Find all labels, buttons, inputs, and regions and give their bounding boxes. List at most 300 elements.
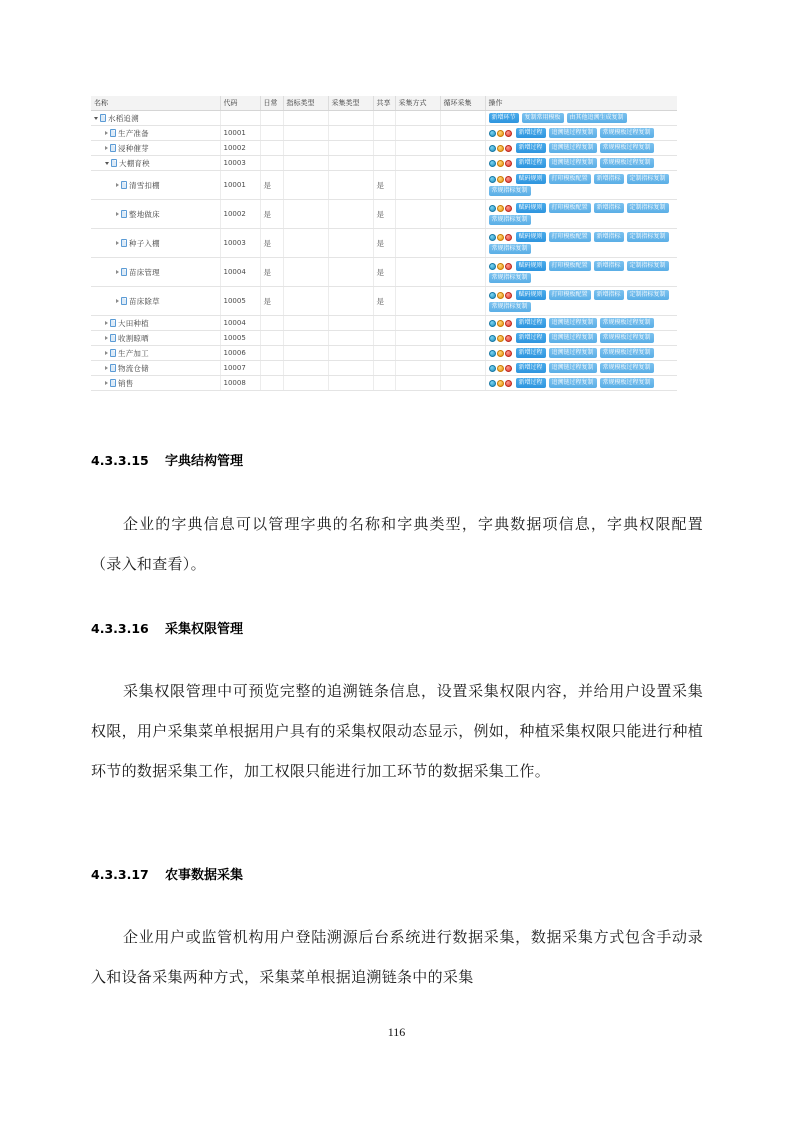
cell-daily-value: 是 [263,267,271,277]
cell-code [220,376,260,391]
paragraph-4-3-3-15: 企业的字典信息可以管理字典的名称和字典类型，字典数据项信息，字典权限配置（录入和查看）。 [91,517,703,573]
cell-daily [260,156,283,171]
cell-code [220,316,260,331]
view-icon[interactable] [489,292,496,299]
delete-icon[interactable] [505,263,512,270]
cell-name [91,111,220,126]
cell-share [373,316,395,331]
action-button[interactable]: 打印模板配置 [549,290,591,300]
cell-code-value: 10004 [223,319,246,327]
node-document-icon [121,210,127,218]
tree-expand-arrow-icon[interactable] [105,366,108,370]
cell-operations [485,156,677,171]
action-button[interactable]: 新增环节 [489,113,519,123]
action-button[interactable]: 新增过程 [516,128,546,138]
cell-daily [260,126,283,141]
action-button[interactable]: 常规指标复制 [489,273,531,283]
cell-share [373,229,395,258]
action-button[interactable]: 定制指标复制 [627,232,669,242]
action-button[interactable]: 新增过程 [516,318,546,328]
heading-4-3-3-16 [91,618,243,637]
cell-collect-type [328,346,373,361]
view-icon[interactable] [489,335,496,342]
cell-code-value: 10001 [223,129,246,137]
paragraph-4-3-3-16: 采集权限管理中可预览完整的追溯链条信息，设置采集权限内容，并给用户设置采集权限，用户采集菜单根据用户具有的采集权限动态显示，例如，种植采集权限只能进行种植环节的数据采集工作，加工权限只能进行加工环节的数据采集工作。 [91,684,704,780]
row-action-icons [489,380,512,387]
action-button[interactable]: 赋码规则 [516,261,546,271]
cell-daily [260,287,283,316]
table-row[interactable] [91,316,677,331]
edit-icon[interactable] [497,292,504,299]
action-button[interactable]: 新增过程 [516,158,546,168]
cell-share [373,376,395,391]
cell-share-value: 是 [376,238,384,248]
table-row[interactable] [91,258,677,287]
node-document-icon [110,144,116,152]
cell-code-value: 10002 [223,144,246,152]
heading-4-3-3-15 [91,450,243,469]
edit-icon[interactable] [497,160,504,167]
action-button[interactable]: 追溯链过程复制 [549,143,597,153]
table-row[interactable] [91,171,677,200]
cell-name [91,229,220,258]
table-row[interactable] [91,376,677,391]
delete-icon[interactable] [505,130,512,137]
action-button[interactable]: 常规模板过程复制 [600,378,654,388]
cell-share-value: 是 [376,296,384,306]
delete-icon[interactable] [505,380,512,387]
view-icon[interactable] [489,160,496,167]
column-header-cycle-collect: 循环采集 [440,96,485,111]
cell-code [220,287,260,316]
trace-chain-table [91,96,677,391]
node-label: 物流仓储 [118,363,149,373]
cell-daily [260,346,283,361]
cell-collect-type [328,156,373,171]
node-label: 销售 [118,378,134,388]
column-header-operations: 操作 [485,96,677,111]
cell-cycle-collect [440,111,485,126]
node-label: 大田种植 [118,318,149,328]
action-button[interactable]: 新增指标 [594,290,624,300]
tree-expand-arrow-icon[interactable] [105,321,108,325]
view-icon[interactable] [489,130,496,137]
action-button[interactable]: 赋码规则 [516,203,546,213]
cell-indicator-type [283,229,328,258]
table-row[interactable] [91,361,677,376]
edit-icon[interactable] [497,335,504,342]
app-screenshot-tree-grid [91,96,677,391]
action-button[interactable]: 常规指标复制 [489,186,531,196]
tree-expand-arrow-icon[interactable] [116,299,119,303]
action-button[interactable]: 常规模板过程复制 [600,348,654,358]
cell-code [220,141,260,156]
cell-cycle-collect [440,331,485,346]
table-row[interactable] [91,156,677,171]
tree-expand-arrow-icon[interactable] [116,183,119,187]
cell-collect-mode [395,331,440,346]
row-action-icons [489,205,512,212]
view-icon[interactable] [489,320,496,327]
row-action-icons [489,176,512,183]
action-button[interactable]: 新增指标 [594,203,624,213]
cell-cycle-collect [440,346,485,361]
cell-indicator-type [283,111,328,126]
delete-icon[interactable] [505,205,512,212]
node-label: 整地做床 [129,209,160,219]
action-button[interactable]: 由其他追溯生成复制 [567,113,627,123]
cell-collect-type [328,200,373,229]
cell-collect-mode [395,171,440,200]
cell-cycle-collect [440,258,485,287]
table-row[interactable] [91,346,677,361]
cell-daily [260,331,283,346]
cell-code-value: 10003 [223,159,246,167]
cell-share [373,361,395,376]
cell-operations [485,141,677,156]
cell-indicator-type [283,171,328,200]
cell-operations [485,258,677,287]
cell-operations [485,171,677,200]
edit-icon[interactable] [497,130,504,137]
node-document-icon [110,129,116,137]
cell-collect-mode [395,258,440,287]
delete-icon[interactable] [505,350,512,357]
action-button[interactable]: 赋码规则 [516,232,546,242]
tree-collapse-arrow-icon[interactable] [94,117,98,120]
action-button[interactable]: 复制常用模板 [522,113,564,123]
delete-icon[interactable] [505,365,512,372]
node-label: 生产准备 [118,128,149,138]
cell-indicator-type [283,376,328,391]
cell-share-value: 是 [376,209,384,219]
action-button[interactable]: 追溯链过程复制 [549,348,597,358]
heading-number: 4.3.3.16 [91,621,149,636]
edit-icon[interactable] [497,350,504,357]
action-button[interactable]: 赋码规则 [516,174,546,184]
cell-collect-mode [395,200,440,229]
cell-daily [260,361,283,376]
action-button[interactable]: 新增指标 [594,232,624,242]
action-button[interactable]: 常规指标复制 [489,244,531,254]
action-button[interactable]: 新增过程 [516,363,546,373]
delete-icon[interactable] [505,335,512,342]
action-button[interactable]: 赋码规则 [516,290,546,300]
cell-collect-type [328,111,373,126]
edit-icon[interactable] [497,263,504,270]
view-icon[interactable] [489,365,496,372]
cell-code-value: 10005 [223,334,246,342]
cell-cycle-collect [440,229,485,258]
cell-share [373,258,395,287]
action-button[interactable]: 定制指标复制 [627,203,669,213]
cell-collect-type [328,141,373,156]
action-button[interactable]: 定制指标复制 [627,261,669,271]
action-button[interactable]: 常规模板过程复制 [600,158,654,168]
node-document-icon [121,239,127,247]
view-icon[interactable] [489,176,496,183]
action-button[interactable]: 定制指标复制 [627,174,669,184]
row-action-icons [489,320,512,327]
cell-cycle-collect [440,287,485,316]
node-document-icon [110,349,116,357]
cell-indicator-type [283,346,328,361]
action-button[interactable]: 新增过程 [516,348,546,358]
cell-operations [485,229,677,258]
column-header-daily: 日常 [260,96,283,111]
action-button[interactable]: 新增指标 [594,261,624,271]
table-header-row [91,96,677,111]
tree-expand-arrow-icon[interactable] [116,212,119,216]
tree-expand-arrow-icon[interactable] [105,336,108,340]
cell-cycle-collect [440,171,485,200]
cell-code [220,346,260,361]
edit-icon[interactable] [497,234,504,241]
cell-operations [485,200,677,229]
action-button[interactable]: 打印模板配置 [549,261,591,271]
cell-indicator-type [283,361,328,376]
cell-collect-mode [395,229,440,258]
page-number: 116 [387,1025,406,1039]
cell-name [91,287,220,316]
action-button[interactable]: 新增过程 [516,378,546,388]
delete-icon[interactable] [505,160,512,167]
row-action-icons [489,263,512,270]
edit-icon[interactable] [497,365,504,372]
table-row[interactable] [91,200,677,229]
action-button[interactable]: 追溯链过程复制 [549,128,597,138]
cell-daily [260,111,283,126]
row-action-icons [489,234,512,241]
cell-code-value: 10006 [223,349,246,357]
tree-collapse-arrow-icon[interactable] [105,162,109,165]
cell-code [220,331,260,346]
action-button[interactable]: 常规模板过程复制 [600,333,654,343]
cell-operations [485,331,677,346]
node-label: 清雪扣棚 [129,180,160,190]
cell-indicator-type [283,156,328,171]
node-document-icon [111,159,117,167]
cell-operations [485,126,677,141]
cell-collect-type [328,331,373,346]
row-action-icons [489,292,512,299]
cell-daily [260,200,283,229]
cell-share [373,141,395,156]
cell-indicator-type [283,126,328,141]
table-row[interactable] [91,126,677,141]
cell-name [91,316,220,331]
table-body [91,111,677,391]
cell-share-value: 是 [376,180,384,190]
cell-code-value: 10005 [223,297,246,305]
cell-code-value: 10001 [223,181,246,189]
heading-number: 4.3.3.17 [91,867,149,882]
column-header-name: 名称 [91,96,220,111]
table-row[interactable] [91,229,677,258]
cell-code [220,361,260,376]
heading-4-3-3-17 [91,864,243,883]
view-icon[interactable] [489,205,496,212]
row-action-icons [489,350,512,357]
action-button[interactable]: 打印模板配置 [549,174,591,184]
cell-operations [485,316,677,331]
action-button[interactable]: 新增过程 [516,143,546,153]
node-label: 水稻追溯 [108,113,139,123]
cell-collect-type [328,376,373,391]
cell-name [91,376,220,391]
action-button[interactable]: 打印模板配置 [549,203,591,213]
cell-collect-mode [395,376,440,391]
cell-code [220,200,260,229]
cell-code-value: 10008 [223,379,246,387]
action-button[interactable]: 常规指标复制 [489,302,531,312]
cell-daily [260,258,283,287]
cell-indicator-type [283,316,328,331]
heading-title: 农事数据采集 [165,868,244,883]
cell-code [220,111,260,126]
cell-daily-value: 是 [263,296,271,306]
cell-code [220,126,260,141]
cell-collect-mode [395,111,440,126]
cell-indicator-type [283,287,328,316]
tree-expand-arrow-icon[interactable] [105,146,108,150]
table-row[interactable] [91,141,677,156]
view-icon[interactable] [489,350,496,357]
tree-expand-arrow-icon[interactable] [105,351,108,355]
edit-icon[interactable] [497,145,504,152]
column-header-collect-type: 采集类型 [328,96,373,111]
node-label: 种子入棚 [129,238,160,248]
cell-code-value: 10002 [223,210,246,218]
node-label: 浸种催芽 [118,143,149,153]
cell-code-value: 10007 [223,364,246,372]
edit-icon[interactable] [497,205,504,212]
cell-share-value: 是 [376,267,384,277]
node-label: 苗床除草 [129,296,160,306]
cell-share [373,346,395,361]
cell-daily-value: 是 [263,238,271,248]
table-row[interactable] [91,331,677,346]
delete-icon[interactable] [505,292,512,299]
cell-collect-type [328,258,373,287]
node-document-icon [100,114,106,122]
delete-icon[interactable] [505,145,512,152]
cell-daily [260,316,283,331]
column-header-collect-mode: 采集方式 [395,96,440,111]
cell-operations [485,361,677,376]
cell-collect-type [328,287,373,316]
row-action-icons [489,365,512,372]
action-button[interactable]: 常规模板过程复制 [600,128,654,138]
cell-name [91,171,220,200]
action-button[interactable]: 追溯链过程复制 [549,378,597,388]
action-button[interactable]: 打印模板配置 [549,232,591,242]
action-button[interactable]: 常规模板过程复制 [600,363,654,373]
row-action-icons [489,130,512,137]
tree-expand-arrow-icon[interactable] [116,270,119,274]
action-button[interactable]: 新增指标 [594,174,624,184]
cell-cycle-collect [440,376,485,391]
table-row[interactable] [91,287,677,316]
action-button[interactable]: 追溯链过程复制 [549,318,597,328]
paragraph-4-3-3-17: 企业用户或监管机构用户登陆溯源后台系统进行数据采集，数据采集方式包含手动录入和设备采集两种方式，采集菜单根据追溯链条中的采集 [91,930,703,986]
cell-code [220,229,260,258]
cell-collect-type [328,361,373,376]
cell-code [220,171,260,200]
edit-icon[interactable] [497,380,504,387]
cell-collect-mode [395,141,440,156]
node-label: 生产加工 [118,348,149,358]
cell-cycle-collect [440,156,485,171]
node-document-icon [121,297,127,305]
cell-collect-type [328,229,373,258]
cell-share [373,156,395,171]
cell-operations [485,346,677,361]
cell-daily [260,171,283,200]
cell-code [220,258,260,287]
cell-collect-mode [395,316,440,331]
node-label: 苗床管理 [129,267,160,277]
tree-expand-arrow-icon[interactable] [105,131,108,135]
edit-icon[interactable] [497,320,504,327]
action-button[interactable]: 定制指标复制 [627,290,669,300]
action-button[interactable]: 常规指标复制 [489,215,531,225]
cell-indicator-type [283,200,328,229]
cell-cycle-collect [440,141,485,156]
action-button[interactable]: 追溯链过程复制 [549,363,597,373]
cell-name [91,361,220,376]
cell-indicator-type [283,141,328,156]
node-document-icon [110,364,116,372]
node-document-icon [110,334,116,342]
action-button[interactable]: 追溯链过程复制 [549,333,597,343]
action-button[interactable]: 新增过程 [516,333,546,343]
row-action-icons [489,145,512,152]
cell-share [373,331,395,346]
cell-daily-value: 是 [263,209,271,219]
cell-name [91,331,220,346]
tree-expand-arrow-icon[interactable] [105,381,108,385]
table-row[interactable] [91,111,677,126]
view-icon[interactable] [489,234,496,241]
delete-icon[interactable] [505,176,512,183]
cell-indicator-type [283,331,328,346]
cell-collect-mode [395,126,440,141]
edit-icon[interactable] [497,176,504,183]
delete-icon[interactable] [505,234,512,241]
action-button[interactable]: 常规模板过程复制 [600,318,654,328]
cell-daily-value: 是 [263,180,271,190]
cell-cycle-collect [440,200,485,229]
cell-share [373,287,395,316]
tree-expand-arrow-icon[interactable] [116,241,119,245]
column-header-indicator-type: 指标类型 [283,96,328,111]
view-icon[interactable] [489,380,496,387]
column-header-share: 共享 [373,96,395,111]
column-header-code: 代码 [220,96,260,111]
view-icon[interactable] [489,263,496,270]
action-button[interactable]: 常规模板过程复制 [600,143,654,153]
cell-daily [260,141,283,156]
cell-name [91,346,220,361]
cell-cycle-collect [440,361,485,376]
view-icon[interactable] [489,145,496,152]
action-button[interactable]: 追溯链过程复制 [549,158,597,168]
delete-icon[interactable] [505,320,512,327]
cell-share [373,126,395,141]
cell-code [220,156,260,171]
cell-name [91,126,220,141]
